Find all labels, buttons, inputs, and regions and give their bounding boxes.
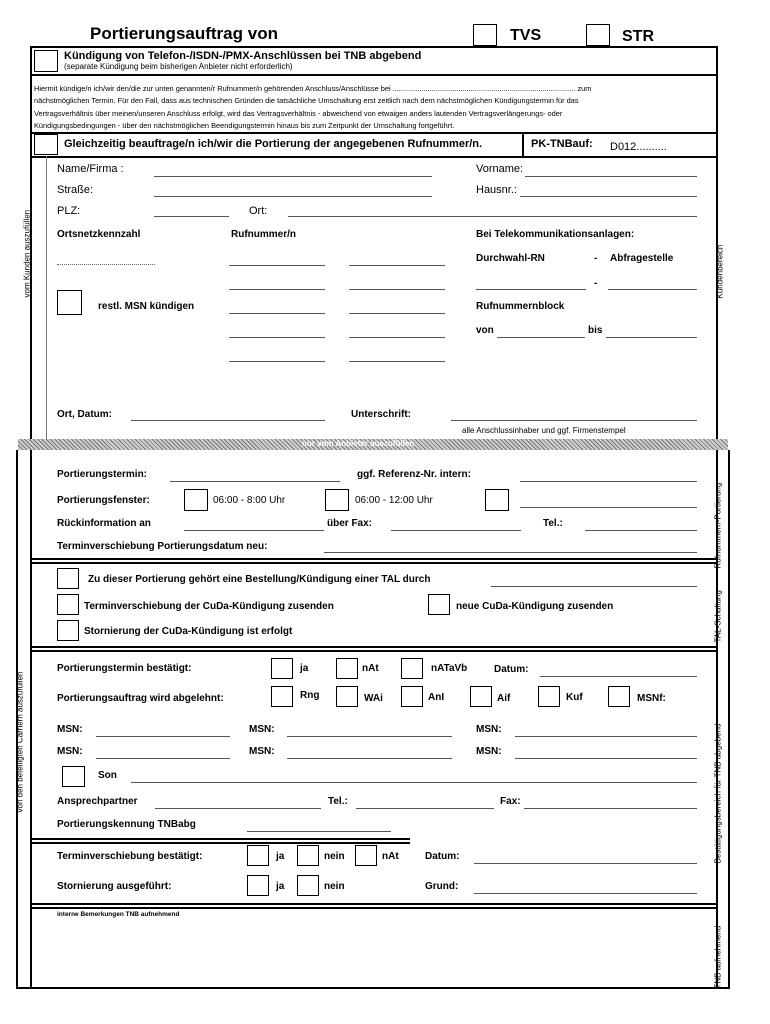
fenster3-field[interactable] [520, 507, 697, 508]
referenz-label: ggf. Referenz-Nr. intern: [357, 469, 471, 480]
tel-label: Tel.: [328, 796, 348, 807]
kuendigung-title: Kündigung von Telefon-/ISDN-/PMX-Anschlüssen bei TNB abgebend [64, 50, 422, 62]
divider [30, 907, 718, 909]
datum-label: Datum: [494, 664, 529, 675]
divider [30, 903, 718, 905]
storno-label: Stornierung ausgeführt: [57, 881, 172, 892]
anl-label: AnI [428, 692, 445, 703]
name-label: Name/Firma : [57, 163, 124, 175]
kundenbereich-label: Kundenbereich [715, 244, 725, 299]
ortdatum-field[interactable] [131, 420, 325, 421]
verschiebung-label: Terminverschiebung Portierungsdatum neu: [57, 541, 268, 552]
tal-line1: Zu dieser Portierung gehört eine Bestellung/Kündigung einer TAL durch [88, 574, 431, 585]
msn-field[interactable] [287, 736, 452, 737]
ja-label: ja [276, 881, 285, 892]
ja-checkbox[interactable] [271, 658, 293, 679]
grund-label: Grund: [425, 881, 459, 892]
block-label: Rufnummernblock [476, 301, 565, 312]
termin-field[interactable] [170, 481, 340, 482]
msn-kuendigen-checkbox[interactable] [57, 290, 82, 315]
tal-line2b: neue CuDa-Kündigung zusenden [456, 601, 614, 612]
abfragestelle-label: Abfragestelle [610, 253, 674, 264]
tal-checkbox[interactable] [57, 568, 79, 589]
hausnr-field[interactable] [520, 196, 697, 197]
rufnummer-field[interactable] [349, 265, 445, 266]
abfragestelle-field[interactable] [608, 289, 697, 290]
von-field[interactable] [497, 337, 585, 338]
msn-field[interactable] [96, 758, 230, 759]
divider [30, 132, 32, 156]
nein-checkbox[interactable] [297, 845, 319, 866]
nat-label: nAt [362, 663, 379, 674]
ja-label: ja [300, 663, 309, 674]
tal-side-label: TAL-Schaltung [713, 590, 723, 643]
divider [30, 650, 718, 652]
onkz-field[interactable] [57, 264, 155, 265]
plz-label: PLZ: [57, 205, 81, 217]
tal-line2: Terminverschiebung der CuDa-Kündigung zusenden [84, 601, 334, 612]
durchwahl-label: Durchwahl-RN [476, 253, 545, 264]
divider [46, 156, 47, 442]
msn-label: MSN: [249, 724, 275, 735]
kuf-checkbox[interactable] [538, 686, 560, 707]
rufnummer-field[interactable] [229, 313, 325, 314]
kunden-side-label: vom Kunden auszufüllen [22, 209, 32, 298]
tvs-checkbox[interactable] [473, 24, 497, 46]
anbieter-bar-label: nur vom Anbieter auszufüllen [302, 439, 415, 448]
grund-field[interactable] [474, 893, 697, 894]
wai-label: WAi [364, 693, 383, 704]
von-label: von [476, 325, 494, 336]
bis-field[interactable] [606, 337, 697, 338]
bestaetigung-side-label: Bestätigungsbereich für TNB abgebend [713, 723, 723, 864]
nat-checkbox[interactable] [336, 658, 358, 679]
bestaetigt-label: Portierungstermin bestätigt: [57, 663, 192, 674]
durchwahl-field[interactable] [476, 289, 586, 290]
divider [522, 132, 524, 156]
son-label: Son [98, 770, 117, 781]
tk-label: Bei Telekommunikationsanlagen: [476, 229, 635, 240]
pk-value[interactable]: D012.......... [610, 141, 667, 153]
hausnr-label: Hausnr.: [476, 184, 517, 196]
tal-line3: Stornierung der CuDa-Kündigung ist erfolgt [84, 626, 293, 637]
name-field[interactable] [154, 176, 432, 177]
msn-field[interactable] [515, 758, 697, 759]
bemerkungen-area[interactable] [57, 922, 712, 982]
unterschrift-label: Unterschrift: [351, 409, 412, 420]
natavb-label: nATaVb [431, 663, 468, 674]
divider [30, 558, 718, 560]
son-field[interactable] [131, 782, 697, 783]
kuendigung-checkbox[interactable] [34, 50, 58, 72]
rufnummer-label: Rufnummer/n [231, 229, 296, 240]
msn-label: MSN: [57, 724, 83, 735]
kuendigung-subtitle: (separate Kündigung beim bisherigen Anbieter nicht erforderlich) [64, 62, 293, 71]
fenster3-checkbox[interactable] [485, 489, 509, 511]
rueck-label: Rückinformation an [57, 518, 151, 529]
rufnummer-field[interactable] [349, 337, 445, 338]
wai-checkbox[interactable] [336, 686, 358, 707]
portierung-title: Gleichzeitig beauftrage/n ich/wir die Portierung der angegebenen Rufnummer/n. [64, 138, 483, 150]
kuendigung-text: Hiermit kündige/n ich/wir den/die zur unten genannten/r Rufnummer/n gehörenden Anschluss/Anschlüsse bei ......................................................................................... zum nächstmöglichen Termin. Für den Fall, dass aus technischen Gründen die tatsächliche Umschaltung erst zeitlich nach dem nächstmöglichen Kündigungstermin für das Vertragsverhältnis über meinen/unseren Anschluss erfolgt, wird das Vertragsverhältnis - abweichend von etwaigen anders lautenden Vertragsverlängerungs- oder Kündigungsbedingungen - über den nächstmöglichen Beendigungstermin hinaus bis zum Zeitpunkt der Umschaltung fortgeführt. [34, 84, 592, 131]
ansprech-field[interactable] [155, 808, 321, 809]
tvs-label: TVS [510, 27, 542, 44]
nat-label: nAt [382, 851, 399, 862]
msnf-checkbox[interactable] [608, 686, 630, 707]
fax-label: Fax: [500, 796, 521, 807]
cuda-neu-checkbox[interactable] [428, 594, 450, 615]
aif-checkbox[interactable] [470, 686, 492, 707]
dash: - [594, 278, 598, 289]
abgelehnt-label: Portierungsauftrag wird abgelehnt: [57, 693, 224, 704]
msn-kuendigen-label: restl. MSN kündigen [98, 301, 195, 312]
ort-field[interactable] [288, 216, 697, 217]
msn-label: MSN: [249, 746, 275, 757]
fenster1-checkbox[interactable] [184, 489, 208, 511]
msn-field[interactable] [515, 736, 697, 737]
referenz-field[interactable] [520, 481, 697, 482]
frame-top [30, 46, 718, 48]
rueck-field[interactable] [184, 530, 324, 531]
onkz-label: Ortsnetzkennzahl [57, 229, 141, 240]
cuda-storno-checkbox[interactable] [57, 620, 79, 641]
ja-checkbox[interactable] [247, 875, 269, 896]
ortdatum-label: Ort, Datum: [57, 409, 112, 420]
rufnummer-field[interactable] [349, 361, 445, 362]
tel-field[interactable] [356, 808, 494, 809]
rng-checkbox[interactable] [271, 686, 293, 707]
son-checkbox[interactable] [62, 766, 85, 787]
rufnummer-field[interactable] [349, 313, 445, 314]
nein-label: nein [324, 881, 345, 892]
fax-field[interactable] [524, 808, 697, 809]
tnb-auf-side-label: TNB aufnehmend [713, 925, 723, 989]
natavb-checkbox[interactable] [401, 658, 423, 679]
verschiebung-field[interactable] [324, 552, 697, 553]
strasse-field[interactable] [154, 196, 432, 197]
tel-field[interactable] [585, 530, 697, 531]
stempel-note: alle Anschlussinhaber und ggf. Firmenstempel [462, 426, 626, 435]
datum-label: Datum: [425, 851, 460, 862]
rufnummer-field[interactable] [229, 265, 325, 266]
msnf-label: MSNf: [637, 693, 666, 704]
datum-field[interactable] [474, 863, 697, 864]
fax-field[interactable] [391, 530, 521, 531]
rufnummer-field[interactable] [229, 361, 325, 362]
divider [30, 74, 718, 76]
msn-label: MSN: [476, 746, 502, 757]
tal-field[interactable] [491, 586, 697, 587]
verschiebung-bestaetigt-label: Terminverschiebung bestätigt: [57, 851, 203, 862]
ansprech-label: Ansprechpartner [57, 796, 138, 807]
carrier-side-label: von den beteiligten Carriern auszufüllen [15, 671, 25, 813]
ort-label: Ort: [249, 205, 268, 217]
bemerkungen-label: interne Bemerkungen TNB aufnehmend [57, 911, 180, 918]
cuda-verschiebung-checkbox[interactable] [57, 594, 79, 615]
rufnummern-side-label: Rufnummern-Portierung [713, 482, 723, 569]
kennung-label: Portierungskennung TNBabg [57, 819, 196, 830]
portierung-checkbox[interactable] [34, 134, 58, 155]
fenster2-checkbox[interactable] [325, 489, 349, 511]
divider [30, 646, 718, 648]
str-checkbox[interactable] [586, 24, 610, 46]
rufnummer-field[interactable] [229, 289, 325, 290]
frame-right [728, 450, 730, 988]
msn-label: MSN: [57, 746, 83, 757]
nein-label: nein [324, 851, 345, 862]
divider [30, 842, 410, 844]
strasse-label: Straße: [57, 184, 94, 196]
nein-checkbox[interactable] [297, 875, 319, 896]
str-label: STR [622, 28, 654, 45]
tel-label: Tel.: [543, 518, 563, 529]
unterschrift-field[interactable] [451, 420, 697, 421]
dash: - [594, 253, 598, 264]
fenster-label: Portierungsfenster: [57, 495, 150, 506]
msn-label: MSN: [476, 724, 502, 735]
kennung-field[interactable] [247, 831, 391, 832]
frame-bottom [16, 987, 730, 989]
vorname-field[interactable] [525, 176, 697, 177]
msn-field[interactable] [287, 758, 452, 759]
msn-field[interactable] [96, 736, 230, 737]
kuf-label: Kuf [566, 692, 583, 703]
divider [30, 562, 718, 564]
ja-label: ja [276, 851, 285, 862]
datum-field[interactable] [540, 676, 697, 677]
rufnummer-field[interactable] [229, 337, 325, 338]
page-title: Portierungsauftrag von [90, 24, 278, 43]
vorname-label: Vorname: [476, 163, 524, 175]
fax-label: über Fax: [327, 518, 373, 529]
termin-label: Portierungstermin: [57, 469, 148, 480]
rufnummer-field[interactable] [349, 289, 445, 290]
pk-label: PK-TNBauf: [531, 138, 593, 150]
anl-checkbox[interactable] [401, 686, 423, 707]
divider [30, 156, 718, 158]
aif-label: Aif [497, 693, 511, 704]
rng-label: Rng [300, 690, 320, 701]
fenster1-label: 06:00 - 8:00 Uhr [213, 495, 286, 506]
nat-checkbox[interactable] [355, 845, 377, 866]
ja-checkbox[interactable] [247, 845, 269, 866]
bis-label: bis [588, 325, 603, 336]
fenster2-label: 06:00 - 12:00 Uhr [355, 495, 433, 506]
plz-field[interactable] [154, 216, 229, 217]
divider [30, 838, 410, 840]
